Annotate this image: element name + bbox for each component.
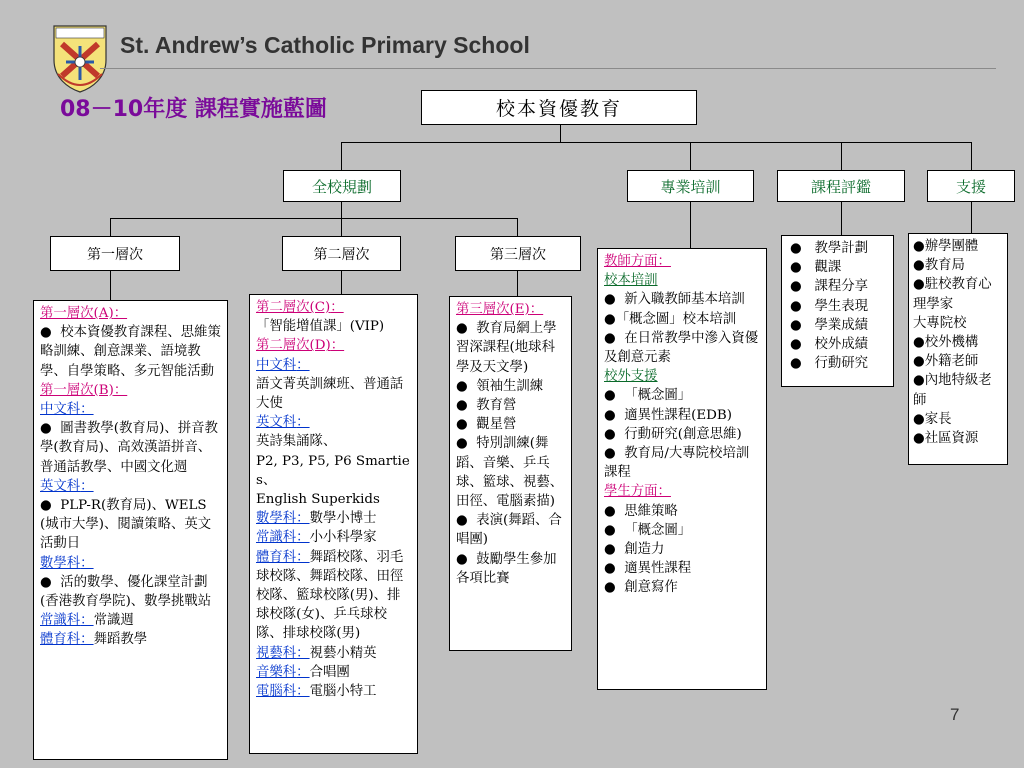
tier-3-item: 領袖生訓練: [476, 378, 544, 394]
evaluation-item: 行動研究: [814, 356, 869, 372]
tier-3-item: 鼓勵學生參加各項比賽: [456, 551, 557, 586]
support-item: 辦學團體: [924, 239, 979, 254]
tier-3-item: 教育局網上學習深課程(地球科學及天文學): [456, 321, 557, 375]
bullet-icon: [790, 299, 802, 314]
bullet-icon: [604, 427, 616, 442]
external-item: 適異性課程(EDB): [624, 407, 732, 423]
bullet-icon: [913, 335, 925, 350]
student-item: 思維策略: [624, 503, 678, 519]
subject-general-studies: 常識科: [40, 613, 81, 629]
page-number: 7: [950, 705, 960, 724]
connector: [517, 270, 518, 296]
bullet-icon: [913, 354, 925, 369]
support-item: 教育局: [924, 258, 965, 274]
connector: [841, 201, 842, 235]
math-item: 數學小博士: [309, 511, 377, 527]
subject-pe: 體育科: [256, 549, 297, 565]
student-item: 創造力: [624, 542, 665, 558]
chinese-item: 語文菁英訓練班、普通話大使: [256, 376, 404, 412]
tier-3-item: 表演(舞蹈、合唱團): [456, 513, 562, 548]
bullet-icon: [913, 239, 925, 254]
pe-item: 舞蹈教學: [93, 632, 148, 648]
bullet-icon: [456, 379, 468, 394]
bullet-icon: [604, 292, 616, 307]
header-divider: [100, 68, 996, 69]
gs-item: 常識週: [93, 613, 134, 629]
bullet-icon: [604, 561, 616, 576]
tier-3e-title: 第三層次(E): [456, 302, 530, 317]
student-item: 「概念圖」: [624, 522, 692, 538]
subject-pe: 體育科: [40, 632, 81, 648]
pe-item: 舞蹈校隊、羽毛球校隊、舞蹈校隊、田徑校隊、籃球校隊(男)、排球校隊(女)、乒乓球校隊、排球校隊(男): [256, 549, 404, 642]
connector: [690, 201, 691, 248]
tier-3-detail: 第三層次(E)： ● 教育局網上學習深課程(地球科學及天文學) ● 領袖生訓練 ● 教育營 ● 觀星營 ● 特別訓練(舞蹈、音樂、乒乓球、籃球、視藝、田徑、電腦素描) ● 表演(舞蹈、合唱團) ● 鼓勵學生參加各項比賽: [449, 296, 572, 651]
support-item: 校外機構: [924, 335, 979, 351]
evaluation-item: 教學計劃: [814, 241, 869, 256]
connector: [110, 218, 518, 219]
bullet-icon: [913, 373, 925, 388]
school-name: St. Andrew’s Catholic Primary School: [120, 32, 530, 58]
connector: [110, 218, 111, 236]
connector: [341, 142, 972, 143]
bullet-icon: [456, 321, 468, 336]
music-item: 合唱團: [309, 664, 350, 680]
tier-1a-item: 校本資優教育課程、思維策略訓練、創意課業、語境教學、自學策略、多元智能活動: [40, 325, 221, 379]
bullet-icon: [604, 312, 616, 327]
external-item: 行動研究(創意思維): [624, 426, 742, 442]
tier-3-item: 觀星營: [476, 417, 517, 433]
tier-2c-title: 第二層次(C): [256, 300, 331, 315]
bullet-icon: [604, 523, 616, 538]
subject-math: 數學科: [256, 511, 297, 527]
support-item: 大專院校: [913, 315, 967, 331]
subject-computer: 電腦科: [256, 684, 297, 700]
va-item: 視藝小精英: [309, 645, 377, 661]
external-item: 「概念圖」: [624, 388, 692, 404]
connector: [341, 201, 342, 218]
bullet-icon: [456, 513, 468, 528]
bullet-icon: [604, 580, 616, 595]
connector: [341, 142, 342, 170]
subject-math: 數學科: [40, 555, 81, 571]
bullet-icon: [604, 542, 616, 557]
support-item: 家長: [924, 411, 952, 427]
evaluation-item: 課程分享: [814, 279, 869, 295]
tier-3-item: 特別訓練(舞蹈、音樂、乒乓球、籃球、視藝、田徑、電腦素描): [456, 436, 564, 510]
bullet-icon: [790, 279, 802, 294]
bullet-icon: [604, 408, 616, 423]
bullet-icon: [913, 431, 925, 446]
subject-visual-arts: 視藝科: [256, 645, 297, 661]
bullet-icon: [790, 241, 802, 256]
bullet-icon: [604, 504, 616, 519]
support-item: 社區資源: [924, 431, 979, 447]
subject-music: 音樂科: [256, 664, 297, 680]
student-item: 適異性課程: [624, 561, 692, 577]
english-item: PLP-R(教育局)、WELS(城市大學)、閱讀策略、英文活動日: [40, 498, 212, 552]
english-item-3: English Superkids: [256, 492, 380, 508]
bullet-icon: [604, 331, 616, 346]
bullet-icon: [790, 337, 802, 352]
curriculum-evaluation-detail: [781, 235, 894, 387]
bullet-icon: [40, 498, 52, 513]
whole-school-plan-node: 全校規劃: [283, 170, 401, 202]
gs-item: 小小科學家: [309, 530, 377, 546]
bullet-icon: [913, 412, 925, 427]
evaluation-item: 校外成績: [814, 337, 869, 353]
connector: [341, 270, 342, 294]
tier-2d-title: 第二層次(D): [256, 338, 331, 354]
tier-1a-title: 第一層次(A): [40, 306, 114, 321]
teacher-section-title: 教師方面：: [604, 254, 671, 269]
school-training-item: 新入職教師基本培訓: [624, 292, 745, 308]
student-item: 創意寫作: [624, 580, 678, 596]
tier-1-detail: 第一層次(A)： ● 校本資優教育課程、思維策略訓練、創意課業、語境教學、自學策略、多元智能活動 第一層次(B)： 中文科： ● 圖書教學(教育局)、拼音教學(教育局)、高效漢語拼音、普通話教學、中國文化週 英文科： ● PLP-R(教育局)、WELS(城市大學)、閱讀策略、英文活動日 數學科： ● 活的數學、優化課堂計劃(香港教育學院)、數學挑戰站 常識科：常識週 體育科：舞蹈教學: [33, 300, 228, 760]
subject-general-studies: 常識科: [256, 530, 297, 546]
subject-chinese: 中文科: [40, 402, 81, 418]
connector: [971, 201, 972, 235]
bullet-icon: [456, 552, 468, 567]
tier-2c-item: 「智能增值課」(VIP): [256, 319, 385, 335]
connector: [517, 218, 518, 236]
evaluation-item: 學業成績: [814, 317, 869, 333]
connector: [560, 124, 561, 142]
chinese-item: 圖書教學(教育局)、拼音教學(教育局)、高效漢語拼音、普通話教學、中國文化週: [40, 421, 218, 475]
support-detail: [908, 233, 1008, 465]
english-item-2: P2, P3, P5, P6 Smarties、: [256, 453, 410, 488]
school-training-title: 校本培訓: [604, 273, 658, 289]
tier-1b-title: 第一層次(B): [40, 382, 114, 398]
subject-chinese: 中文科: [256, 357, 297, 373]
school-training-item: 在日常教學中滲入資優及創意元素: [604, 330, 759, 366]
english-item-1: 英詩集誦隊、: [256, 434, 337, 450]
bullet-icon: [604, 388, 616, 403]
bullet-icon: [456, 436, 468, 451]
tier-3-node: 第三層次: [455, 236, 581, 271]
external-support-title: 校外支援: [604, 369, 658, 385]
root-node: 校本資優教育: [421, 90, 697, 125]
tier-2-node: 第二層次: [282, 236, 401, 271]
connector: [971, 142, 972, 170]
evaluation-item: 觀課: [814, 260, 842, 276]
connector: [690, 142, 691, 170]
professional-training-node: 專業培訓: [627, 170, 754, 202]
professional-training-detail: [597, 248, 767, 690]
subject-english: 英文科: [40, 478, 81, 494]
bullet-icon: [40, 325, 52, 340]
tier-3-item: 教育營: [476, 398, 517, 414]
curriculum-evaluation-node: 課程評鑑: [777, 170, 905, 202]
bullet-icon: [604, 446, 616, 461]
bullet-icon: [456, 398, 468, 413]
page-subtitle: 08－10年度 課程實施藍圖: [60, 97, 327, 122]
subject-english: 英文科: [256, 415, 297, 431]
tier-2-detail: 第二層次(C)： 「智能增值課」(VIP) 第二層次(D)： 中文科： 語文菁英訓練班、普通話大使 英文科： 英詩集誦隊、 P2, P3, P5, P6 Smarties、 English Superkids 數學科：數學小博士 常識科：小小科學家 體育科：舞蹈校隊、羽毛球校隊、舞蹈校隊、田徑校隊、籃球校隊(男)、排球校隊(女)、乒乓球校隊、排球校隊(男) 視藝科：視藝小精英 音樂科：合唱團 電腦科：電腦小特工: [249, 294, 418, 754]
school-crest-logo: [50, 22, 110, 94]
connector: [841, 142, 842, 170]
support-item: 駐校教育心理學家: [913, 277, 992, 312]
bullet-icon: [40, 421, 52, 436]
computer-item: 電腦小特工: [309, 684, 377, 700]
bullet-icon: [913, 277, 925, 292]
bullet-icon: [913, 258, 925, 273]
bullet-icon: [790, 318, 802, 333]
student-section-title: 學生方面：: [604, 484, 671, 500]
bullet-icon: [456, 417, 468, 432]
math-item: 活的數學、優化課堂計劃(香港教育學院)、數學挑戰站: [40, 574, 212, 610]
support-item: 外籍老師: [924, 354, 979, 370]
bullet-icon: [790, 356, 802, 371]
connector: [110, 270, 111, 300]
evaluation-item: 學生表現: [814, 298, 869, 314]
connector: [341, 218, 342, 236]
bullet-icon: [40, 575, 52, 590]
bullet-icon: [790, 260, 802, 275]
support-node: 支援: [927, 170, 1015, 202]
external-item: 教育局/大專院校培訓課程: [604, 446, 750, 481]
tier-1-node: 第一層次: [50, 236, 180, 271]
school-training-item: 「概念圖」校本培訓: [615, 311, 737, 327]
support-item: 內地特級老師: [913, 373, 992, 408]
